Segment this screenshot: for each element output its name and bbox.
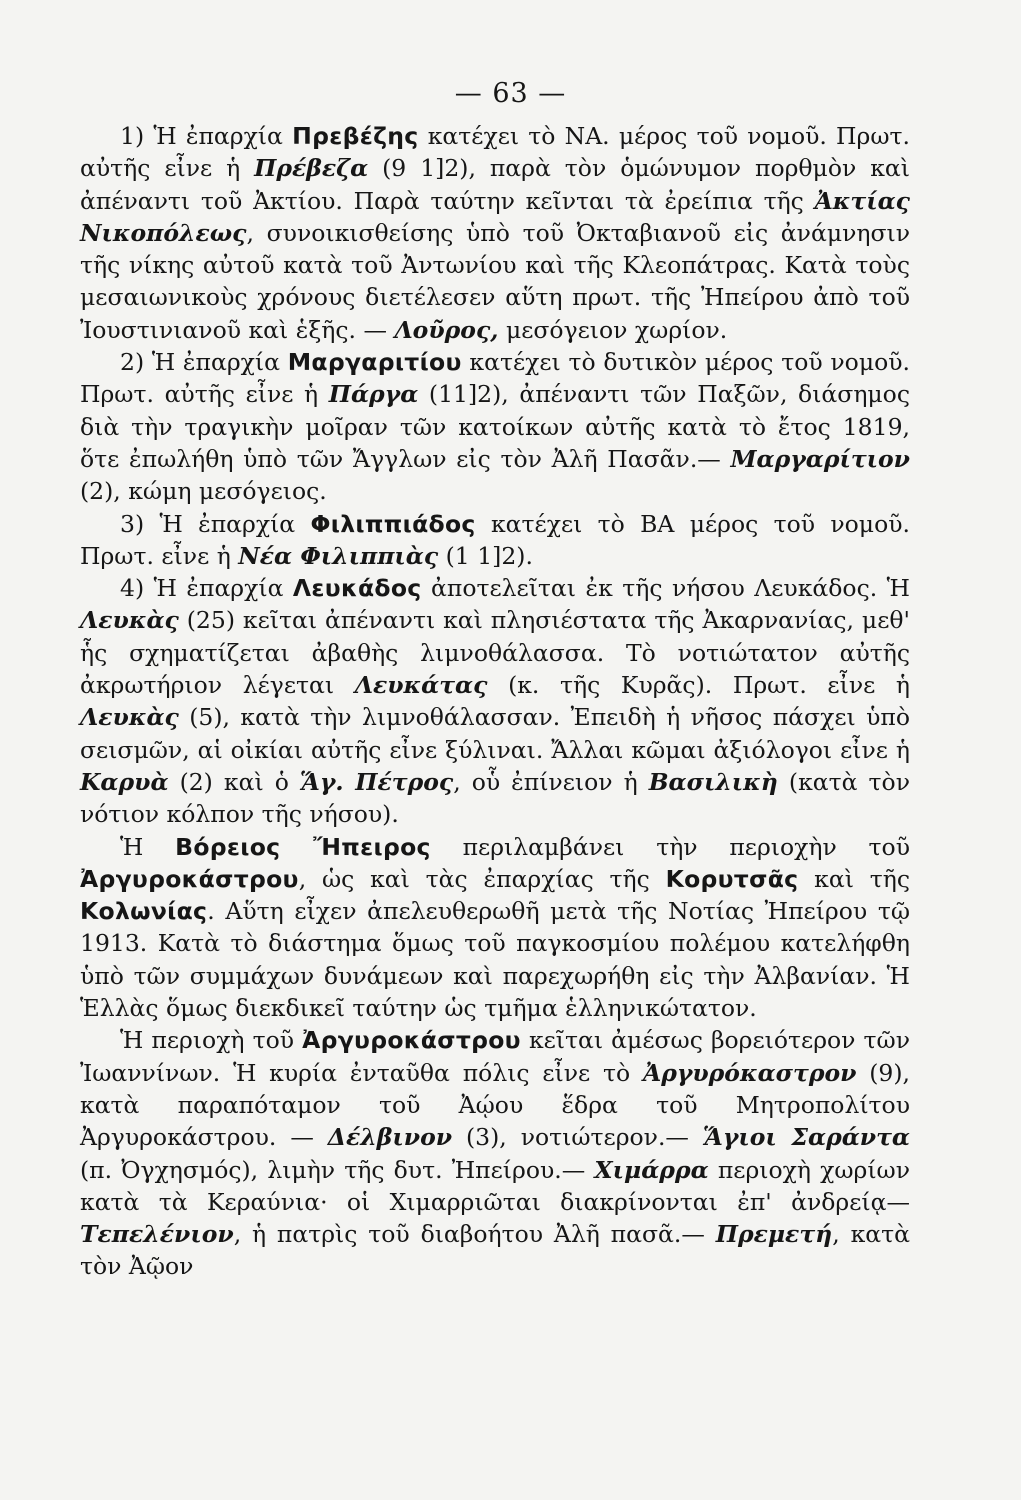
page-number: — 63 —	[454, 78, 567, 109]
text-run: περιλαμβάνει τὴν περιοχὴν τοῦ	[430, 832, 910, 861]
text-run: (π. Ὀγχησμός), λιμὴν τῆς δυτ. Ἠπείρου.—	[80, 1155, 595, 1184]
text-run: (κατὰ τὸν νότιον κόλπον τῆς νήσου).	[80, 767, 910, 829]
text-run: (5), κατὰ τὴν λιμνοθάλασσαν. Ἐπειδὴ ἡ νῆσος πάσχει ὑπὸ σεισμῶν, αἱ οἰκίαι αὐτῆς εἶνε ξύλιναι. Ἄλλαι κῶμαι ἀξιόλογοι εἶνε ἡ	[80, 703, 910, 764]
paragraph	[80, 1024, 910, 1282]
emphasized-term: Χιμάρρα	[594, 1155, 709, 1184]
text-run: , οὗ ἐπίνειον ἡ	[453, 767, 649, 796]
text-run: ἀποτελεῖται ἐκ τῆς νήσου Λευκάδος. Ἡ	[421, 574, 910, 603]
text-run: Ἡ	[120, 832, 176, 861]
emphasized-term: Ἅγιοι Σαράντα	[702, 1123, 911, 1152]
emphasized-term: Πρεβέζης	[292, 122, 419, 150]
emphasized-term: Καρυὰ	[80, 767, 169, 796]
emphasized-term: Κολωνίας	[80, 897, 208, 926]
emphasized-term: Μαργαρίτιον	[730, 444, 910, 473]
text-run: κατέχει τὸ ΝΑ. μέρος τοῦ νομοῦ. Πρωτ. αὐτῆς εἶνε ἡ	[80, 122, 910, 183]
emphasized-term: Τεπελένιον	[80, 1220, 234, 1249]
text-run: (11]2), ἀπέναντι τῶν Παξῶν, διάσημος διὰ τὴν τραγικὴν μοῖραν τῶν κατοίκων αὐτῆς κατὰ τὸ ἔτος 1819, ὅτε ἐπωλήθη ὑπὸ τῶν Ἄγγλων εἰς τὸν Ἀλῆ Πασᾶν.—	[80, 380, 910, 473]
text-run: 2) Ἡ ἐπαρχία	[120, 348, 288, 377]
emphasized-term: Πάργα	[328, 380, 419, 409]
text-run: (2) καὶ ὁ	[168, 767, 300, 796]
text-run: , ἡ πατρὶς τοῦ διαβοήτου Ἀλῆ πασᾶ.—	[233, 1220, 716, 1249]
emphasized-term: Δέλβινον	[327, 1123, 453, 1152]
text-run: (25) κεῖται ἀπέναντι καὶ πλησιέστατα τῆς Ἀκαρνανίας, μεθ' ἧς σχηματίζεται ἀβαθὴς λιμνοθάλασσα. Τὸ νοτιώτατον αὐτῆς ἀκρωτήριον λέγεται	[80, 606, 910, 700]
text-run: 4) Ἡ ἐπαρχία	[120, 574, 293, 603]
emphasized-term: Φιλιππιάδος	[310, 509, 476, 538]
paragraph	[80, 831, 910, 1025]
emphasized-term: Λευκὰς	[80, 703, 179, 732]
text-run: , συνοικισθείσης ὑπὸ τοῦ Ὀκταβιανοῦ εἰς ἀνάμνησιν τῆς νίκης αὐτοῦ κατὰ τοῦ Ἀντωνίου καὶ τῆς Κλεοπάτρας. Κατὰ τοὺς μεσαιωνικοὺς χρόνους διετέλεσεν αὕτη πρωτ. τῆς Ἠπείρου ἀπὸ τοῦ Ἰουστινιανοῦ καὶ ἑξῆς. —	[80, 218, 910, 344]
text-run: . Αὕτη εἶχεν ἀπελευθερωθῆ μετὰ τῆς Νοτίας Ἠπείρου τῷ 1913. Κατὰ τὸ διάστημα ὅμως τοῦ παγκοσμίου πολέμου κατελήφθη ὑπὸ τῶν συμμάχων δυνάμεων καὶ παρεχωρήθη εἰς τὴν Ἀλβανίαν. Ἡ Ἑλλὰς ὅμως διεκδικεῖ ταύτην ὡς τμῆμα ἑλληνικώτατον.	[80, 897, 910, 1023]
text-run: μεσόγειον χωρίον.	[498, 315, 728, 344]
paragraph	[80, 572, 910, 830]
text-run: κεῖται ἀμέσως βορειότερον τῶν Ἰωαννίνων. Ἡ κυρία ἐνταῦθα πόλις εἶνε τὸ	[80, 1026, 910, 1087]
text-run: καὶ τῆς	[798, 864, 910, 893]
emphasized-term: Λοῦρος,	[394, 315, 499, 344]
emphasized-term: Βασιλικὴ	[648, 767, 778, 796]
text-run: (1 1]2).	[438, 541, 533, 570]
text-run: (κ. τῆς Κυρᾶς). Πρωτ. εἶνε ἡ	[487, 671, 910, 700]
text-run: κατέχει τὸ δυτικὸν μέρος τοῦ νομοῦ. Πρωτ. αὐτῆς εἶνε ἡ	[80, 348, 910, 409]
emphasized-term: Κορυτσᾶς	[665, 864, 799, 893]
emphasized-term: Πρέβεζα	[254, 154, 369, 183]
paragraph	[80, 508, 910, 573]
text-run: κατέχει τὸ ΒΑ μέρος τοῦ νομοῦ. Πρωτ. εἶνε ἡ	[80, 509, 910, 570]
paragraph	[80, 120, 910, 346]
text-run: 1) Ἡ ἐπαρχία	[120, 122, 293, 150]
emphasized-term: Πρεμετή	[715, 1220, 833, 1249]
text-run: 3) Ἡ ἐπαρχία	[120, 509, 311, 538]
emphasized-term: Βόρειος Ἤπειρος	[175, 832, 431, 861]
emphasized-term: Ἀργυροκάστρου	[80, 864, 299, 893]
emphasized-term: Λευκὰς	[80, 606, 179, 635]
text-run: (9 1]2), παρὰ τὸν ὁμώνυμον πορθμὸν καὶ ἀπέναντι τοῦ Ἀκτίου. Παρὰ ταύτην κεῖνται τὰ ἐρείπια τῆς	[80, 154, 910, 215]
emphasized-term: Λευκάτας	[354, 671, 488, 700]
emphasized-term: Ἀκτίας Νικοπόλεως	[80, 186, 910, 247]
emphasized-term: Μαργαριτίου	[287, 348, 462, 377]
text-run: περιοχὴ χωρίων κατὰ τὰ Κεραύνια· οἱ Χιμαρριῶται διακρίνονται ἐπ' ἀνδρείᾳ—	[80, 1155, 910, 1216]
text-run: (3), νοτιώτερον.—	[452, 1123, 703, 1152]
emphasized-term: Ἀργυροκάστρου	[302, 1026, 521, 1055]
body-text	[80, 120, 910, 1283]
emphasized-term: Λευκάδος	[292, 574, 422, 603]
emphasized-term: Νέα Φιλιππιὰς	[238, 541, 439, 570]
text-run: , κατὰ τὸν Ἀῷον	[80, 1220, 910, 1281]
paragraph	[80, 346, 910, 507]
text-run: (9), κατὰ παραπόταμον τοῦ Ἀῴου ἕδρα τοῦ Μητροπολίτου Ἀργυροκάστρου. —	[80, 1058, 910, 1152]
emphasized-term: Ἅγ. Πέτρος	[299, 767, 454, 796]
text-run: , ὡς καὶ τὰς ἐπαρχίας τῆς	[298, 864, 666, 893]
emphasized-term: Ἀργυρόκαστρον	[643, 1058, 857, 1087]
text-run: (2), κώμη μεσόγειος.	[80, 477, 327, 506]
text-run: Ἡ περιοχὴ τοῦ	[120, 1026, 303, 1055]
